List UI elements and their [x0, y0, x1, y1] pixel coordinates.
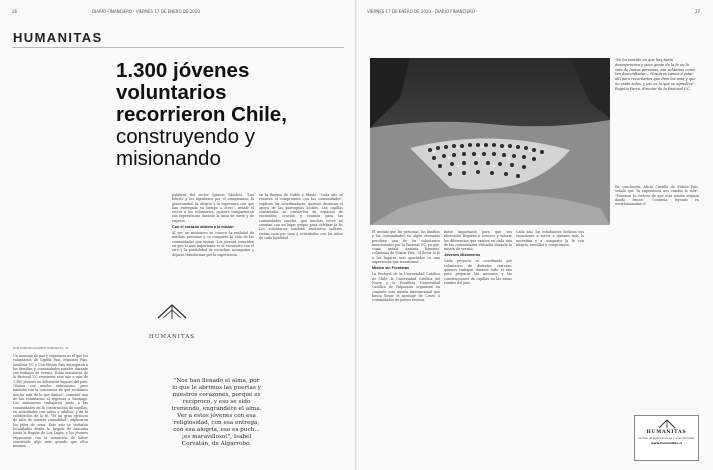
headline-bold: 1.300 jóvenes voluntarios recorrieron Chile,	[116, 59, 287, 126]
right-column-1-intro: El sentido que las personas, las familias y las comunidades en algún momento perciben una de los voluntarios mencionados por la Pastoral UC, ya que, como señala Antonia Ramírez, voluntaria de Misión País, "el llevar la fe a los lugares más apartados es una experiencia que transforma".	[372, 230, 440, 265]
photo-caption: "Se ha sentido en que hay tanta desesperanza y poca gente de la fe en la vida de tantas personas, tan solitarias como tan desconfiadas... Nosotros vamos a estar allí para recordarles que Dios los ama y que no están solos, y eso es lo que se agradece", Rogelio Parra, director de la Pastoral UC.	[615, 58, 696, 91]
article-byline: POR COMUNICACIONES HUMANITAS, UC	[13, 346, 69, 350]
right-column-2-subhead: Jóvenes Misioneros	[444, 253, 481, 258]
page-header-info-right: VIERNES 17 DE ENERO DE 2020 · DIARIO FINANCIERO	[367, 9, 475, 14]
page-header-info: DIARIO FINANCIERO · VIERNES 17 DE ENERO DE 2020	[92, 9, 200, 14]
right-column-1-body: La Pastoral de la Universidad Católica de Chile, la Universidad Católica del Norte y la Pontificia Universidad Católica de Valparaíso organizan en conjunto esta misión internacional que busca llevar el mensaje de Cristo a comunidades de países vecinos.	[372, 272, 440, 303]
page-number-right: 27	[695, 9, 701, 14]
column-2-body: Al ser un misionero se conoce la realidad de muchas personas y se comparte la vida de las comunidades que visitan. Los jóvenes coinciden en que lo más importante es el encuentro con el otro y la posibilidad de escuchar, acompañar y dejarse transformar por la experiencia.	[172, 231, 254, 257]
logo-text: HUMANITAS	[148, 334, 196, 340]
advert-text: Ventas de publicaciones y suscripciones	[638, 436, 695, 440]
section-divider	[12, 47, 344, 48]
right-article-column-4: En conclusión, Alicia Castillo de Misión País, señaló que "la experiencia nos cambia la vida". "Tenemos la certeza de que esta misión seguirá dando frutos". Continúa leyendo en www.humanitas.cl	[615, 185, 699, 207]
column-2-intro: palabras del rector Ignacio Sánchez. "Les felicito y les agradezco por el compromiso, la generosidad, la alegría y la esperanza con que han entregado su tiempo a otros", señaló el rector a los voluntarios, quienes compartieron sus experiencias durante la misa de envío y de regreso.	[172, 193, 254, 223]
left-page	[0, 0, 356, 470]
article-column-1: Un mensaje de paz y esperanza es el que los voluntarios de Capilla País, Misiones País, Sembrar UC y Con-Misión País entregaron a las familias y comunidades rurales durante sus trabajos de verano. Estas iniciativas de la Pastoral UC reunieron este año a más de 1.300 jóvenes en diferentes lugares del país. "Vamos con mucho entusiasmo, pero también con la conciencia de que recibimos mucho más de lo que damos", comentó una de las voluntarias al regresar a Santiago. Los misioneros trabajaron junto a las comunidades en la construcción de capillas, en actividades con niños y adultos, y en la celebración de la fe. "Es un gran ejercicio de salir de nuestra comodidad", explicaron los jefes de zona. Este año se visitaron localidades desde la Región de Atacama hasta la Región de Los Lagos, y los jóvenes regresaron con la sensación de haber construido algo más grande que ellos mismos.	[13, 354, 88, 449]
humanitas-advert[interactable]	[634, 415, 699, 461]
article-column-3: en la Región de Ñuble y Maule. "Cada año se renueva el compromiso con las comunidades", explican los coordinadores, quienes destacan el apoyo de las parroquias locales. Las capillas construidas se convierten en espacios de encuentro, oración y reunión para las comunidades rurales, que muchas veces no cuentan con un lugar propio para celebrar la fe. Los voluntarios también realizaron talleres, visitas casa por casa y actividades con los niños de cada localidad.	[259, 193, 343, 240]
right-column-2-intro: fuese importante para que sus ahorcados llegaran a conocer y valorar las diferencias que existen en cada una de las comunidades visitadas durante la misión de verano.	[444, 230, 512, 252]
section-title: HUMANITAS	[13, 30, 103, 45]
page-number: 26	[12, 9, 18, 14]
advert-url[interactable]: www.humanitas.cl	[650, 440, 683, 445]
headline-light: construyendo y misionando	[116, 125, 256, 170]
advert-logo-icon	[657, 419, 677, 429]
pull-quote: "Nos han llenado el alma, por lo que le abrimos las puertas y nuestros corazones, porque es recíproco, y eso se sido tremendo, engrandece el alma. Ver a estos jóvenes con esa religiosidad, con esa entrega, con esa alegría, eso es puch... ¡es maravilloso!", Isabel Corvatán, de Algarrobo.	[171, 378, 262, 447]
right-article-column-2	[444, 230, 512, 462]
right-column-2-body: Cada proyecto es coordinado por voluntarios de distintas carreras, quienes trabajan durante todo el año para preparar las misiones y las construcciones de capillas en las zonas rurales del país.	[444, 259, 512, 285]
article-column-2	[172, 193, 254, 381]
right-article-column-3: Cada año, los estudiantes dedican sus vacaciones a servir a quienes más lo necesitan y a compartir la fe con alegría, sencillez y compromiso.	[516, 230, 584, 247]
right-column-1-subhead: Misión sin Fronteras	[372, 266, 410, 271]
advert-title: HUMANITAS	[646, 430, 687, 435]
article-headline	[116, 60, 341, 170]
volunteers-photo	[370, 58, 610, 225]
column-2-subhead: Con el corazón abierto a la misión	[172, 225, 234, 230]
right-article-column-1	[372, 230, 440, 462]
